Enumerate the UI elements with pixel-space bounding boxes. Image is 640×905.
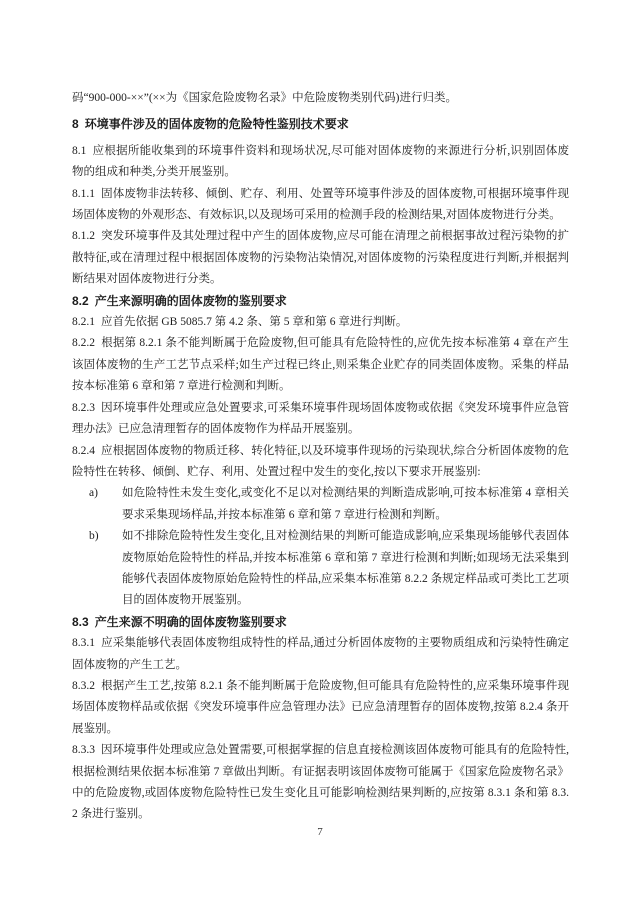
clause-8-3-1 <box>72 633 569 676</box>
clause-text: 应首先依据 GB 5085.7 第 4.2 条、第 5 章和第 6 章进行判断。 <box>101 316 408 329</box>
chapter-heading-text: 环境事件涉及的固体废物的危险特性鉴别技术要求 <box>84 117 349 132</box>
clause-text: 应根据固体废物的物质迁移、转化特征,以及环境事件现场的污染现状,综合分析固体废物的危险特性在转移、倾倒、贮存、利用、处置过程中发生的变化,按以下要求开展鉴别: <box>72 444 569 478</box>
list-marker-a: a) <box>89 487 98 500</box>
clause-8-2-2 <box>72 333 569 397</box>
clause-number: 8.2.3 <box>72 401 95 414</box>
clause-number: 8.1.1 <box>72 187 95 200</box>
clause-text: 因环境事件处理或应急处置需要,可根据掌握的信息直接检测该固体废物可能具有的危险特性,根据检测结果依据本标准第 7 章做出判断。有证据表明该固体废物可能属于《国家危险废物名录》中的危险废物,或固体废物危险特性已发生变化且可能影响检测结果判断的,应按第 8.3.1 条和第 8.3.2 条进行鉴别。 <box>72 744 569 821</box>
clause-text: 应根据所能收集到的环境事件资料和现场状况,尽可能对固体废物的来源进行分析,识别固体废物的组成和种类,分类开展鉴别。 <box>72 144 569 179</box>
list-item-b <box>72 526 569 612</box>
clause-text: 突发环境事件及其处理过程中产生的固体废物,应尽可能在清理之前根据事故过程污染物的扩散特征,或在清理过程中根据固体废物的污染物沾染情况,对固体废物的污染程度进行判断,并根据判断结果对固体废物进行分类。 <box>72 230 569 286</box>
clause-text: 固体废物非法转移、倾倒、贮存、利用、处置等环境事件涉及的固体废物,可根据环境事件现场固体废物的外观形态、有效标识,以及现场可采用的检测手段的检测结果,对固体废物进行分类。 <box>72 187 569 222</box>
clause-8-2-1 <box>72 312 569 333</box>
clause-8-1-2 <box>72 226 569 290</box>
section-heading-8-2 <box>72 291 569 312</box>
clause-number: 8.2.2 <box>72 337 95 350</box>
clause-text: 根据产生工艺,按第 8.2.1 条不能判断属于危险废物,但可能具有危险特性的,应采集环境事件现场固体废物样品或依据《突发环境事件应急管理办法》已应急清理暂存的固体废物,按第 8.2.4 条开展鉴别。 <box>72 679 569 735</box>
clause-8-2-3 <box>72 398 569 441</box>
clause-text: 因环境事件处理或应急处置要求,可采集环境事件现场固体废物或依据《突发环境事件应急管理办法》已应急清理暂存的固体废物作为样品开展鉴别。 <box>72 401 569 436</box>
section-number: 8.3 <box>72 614 89 629</box>
list-item-text: 如危险特性未发生变化,或变化不足以对检测结果的判断造成影响,可按本标准第 4 章相关要求采集现场样品,并按本标准第 6 章和第 7 章进行检测和判断。 <box>122 487 569 521</box>
chapter-number: 8 <box>72 117 79 132</box>
clause-number: 8.3.1 <box>72 637 95 650</box>
clause-8-1-1 <box>72 184 569 227</box>
section-heading-text: 产生来源明确的固体废物的鉴别要求 <box>94 293 287 308</box>
section-heading-text: 产生来源不明确的固体废物鉴别要求 <box>94 614 287 629</box>
clause-number: 8.1.2 <box>72 230 95 243</box>
clause-number: 8.3.2 <box>72 679 95 692</box>
clause-8-3-3 <box>72 740 569 826</box>
paragraph-continuation: 码“900-000-××”(××为《国家危险废物名录》中危险废物类别代码)进行归类。 <box>72 92 457 104</box>
clause-8-2-4 <box>72 441 569 484</box>
list-item-a <box>72 483 569 526</box>
list-item-text: 如不排除危险特性发生变化,且对检测结果的判断可能造成影响,应采集现场能够代表固体废物原始危险特性的样品,并按本标准第 6 章和第 7 章进行检测和判断;如现场无法采集到能够代表固体废物原始危险特性的样品,应采集本标准第 8.2.2 条规定样品或可类比工艺项目的固体废物开展鉴别。 <box>122 530 569 607</box>
list-marker-b: b) <box>89 530 99 543</box>
chapter-heading <box>72 114 569 135</box>
clause-number: 8.1 <box>72 144 87 157</box>
clause-number: 8.3.3 <box>72 744 95 757</box>
document-body <box>72 88 569 826</box>
clause-text: 应采集能够代表固体废物组成特性的样品,通过分析固体废物的主要物质组成和污染特性确定固体废物的产生工艺。 <box>72 637 569 671</box>
section-number: 8.2 <box>72 293 89 308</box>
clause-8-3-2 <box>72 676 569 740</box>
clause-text: 根据第 8.2.1 条不能判断属于危险废物,但可能具有危险特性的,应优先按本标准第 4 章在产生该固体废物的生产工艺节点采样;如生产过程已终止,则采集企业贮存的同类固体废物。采集的样品按本标准第 6 章和第 7 章进行检测和判断。 <box>72 337 569 393</box>
clause-number: 8.2.1 <box>72 316 95 329</box>
clause-8-1 <box>72 141 569 184</box>
clause-number: 8.2.4 <box>72 444 95 457</box>
section-heading-8-3 <box>72 612 569 633</box>
page-number: 7 <box>317 826 323 838</box>
